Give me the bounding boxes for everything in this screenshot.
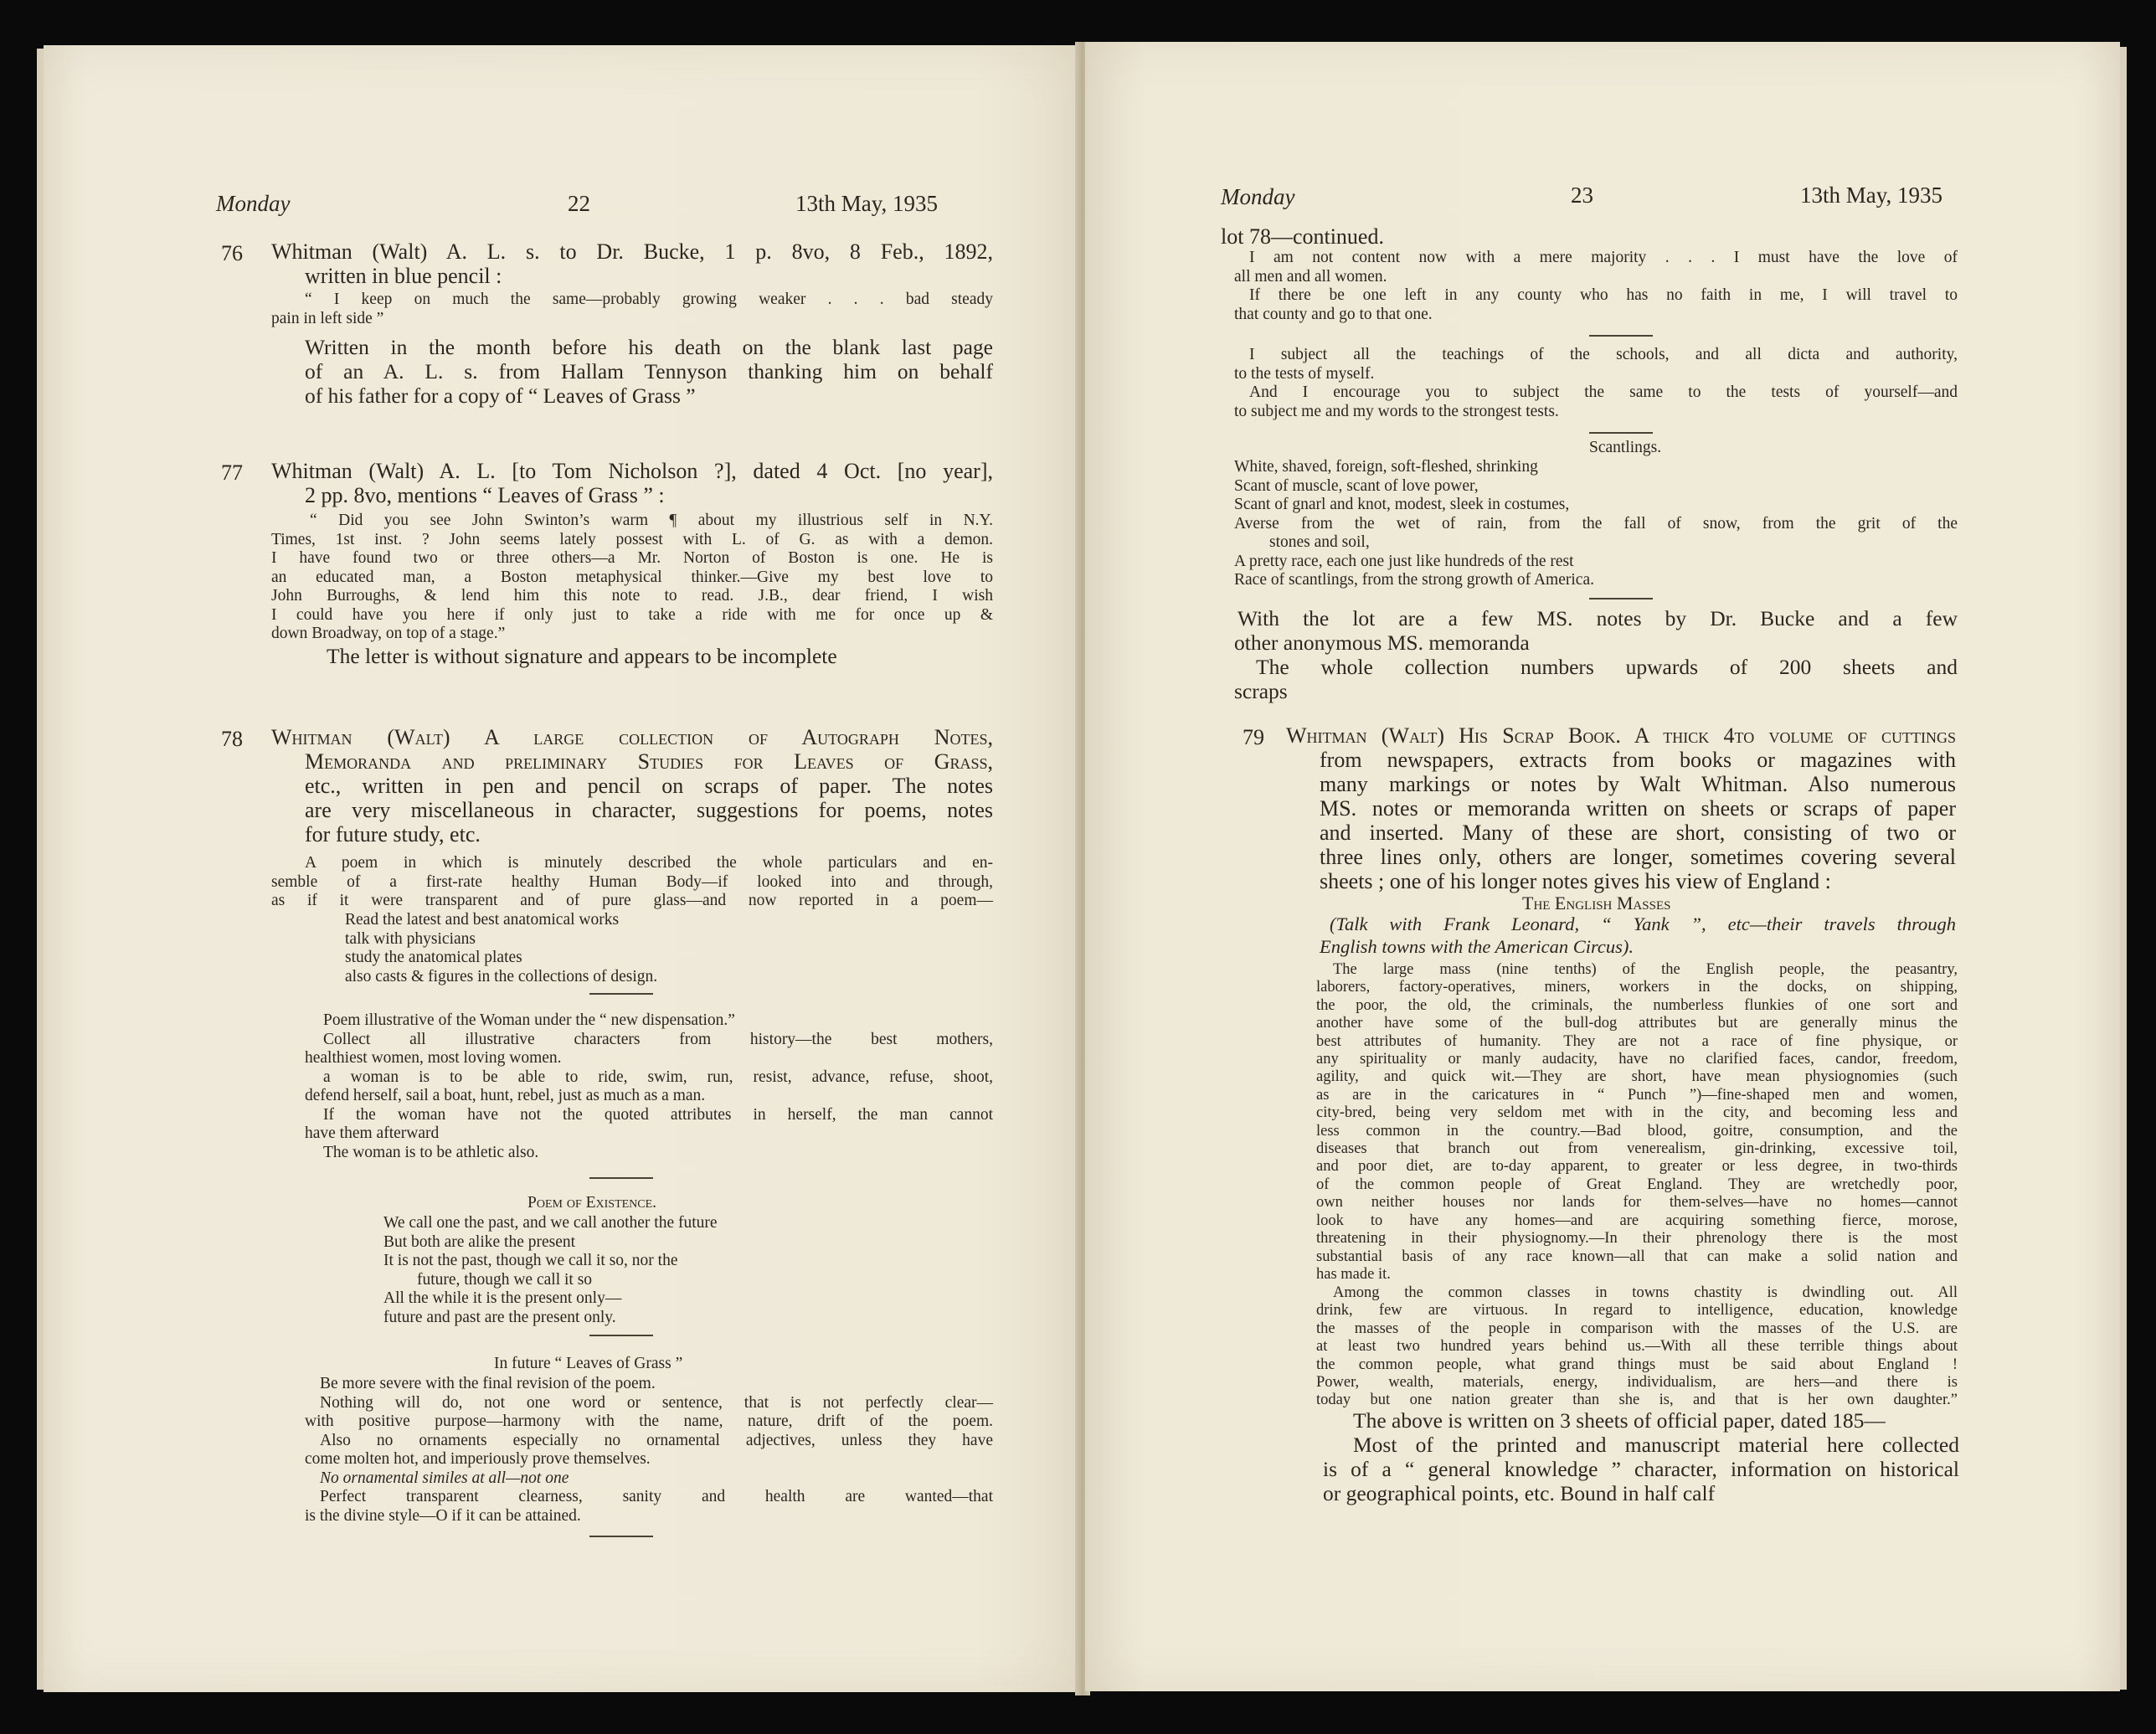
quote-line: down Broadway, on top of a stage.” xyxy=(271,625,506,642)
lot-76-line: Whitman (Walt) A. L. s. to Dr. Bucke, 1 p. 8vo, 8 Feb., 1892, xyxy=(271,239,993,264)
right-page xyxy=(1085,42,2120,1691)
para-line: at least two hundred years behind us.—With all these terrible things about xyxy=(1316,1338,1958,1356)
para-line: a woman is to be able to ride, swim, run, resist, advance, refuse, shoot, xyxy=(323,1068,993,1086)
para-line: And I encourage you to subject the same to the tests of yourself—and xyxy=(1249,383,1958,401)
list-line: Read the latest and best anatomical works xyxy=(345,911,620,929)
lot-76-quote xyxy=(271,291,993,328)
para-line: the common people, what grand things must be said about England ! xyxy=(1316,1356,1958,1373)
poem-line: A pretty race, each one just like hundreds of the rest xyxy=(1234,552,1574,570)
poem-line: future and past are the present only. xyxy=(383,1308,616,1326)
para-line: that county and go to that one. xyxy=(1234,305,1433,323)
lot-77-line: 2 pp. 8vo, mentions “ Leaves of Grass ” : xyxy=(305,483,665,507)
lot-78-continued-heading: lot 78—continued. xyxy=(1221,224,1384,249)
lot-77-note: The letter is without signature and appears to be incomplete xyxy=(327,644,837,668)
future-title: In future “ Leaves of Grass ” xyxy=(494,1355,683,1372)
subtitle-line: English towns with the American Circus). xyxy=(1320,936,1634,957)
poem-line: We call one the past, and we call another the future xyxy=(383,1214,718,1232)
para-line: to subject me and my words to the strongest tests. xyxy=(1234,402,1559,420)
para-line: Be more severe with the final revision of the poem. xyxy=(320,1375,656,1392)
lot-number-78: 78 xyxy=(221,727,243,751)
para-line: the poor, the old, the criminals, the numberless flunkies of one sort and xyxy=(1316,996,1958,1014)
lot-78-line: etc., written in pen and pencil on scraps of paper. The notes xyxy=(305,774,993,798)
lot-79-line: MS. notes or memoranda written on sheets or scraps of paper xyxy=(1320,796,1956,821)
poem-line: But both are alike the present xyxy=(383,1232,576,1251)
quote-line: an educated man, a Boston metaphysical thinker.—Give my best love to xyxy=(271,568,993,586)
para-line: has made it. xyxy=(1316,1265,1391,1283)
right-header-day: Monday xyxy=(1221,184,1295,209)
scantlings-poem xyxy=(1234,458,1958,590)
para-line: today but one nation greater than she is, and that is her own daughter.” xyxy=(1316,1392,1958,1409)
note-line: The whole collection numbers upwards of 200 sheets and xyxy=(1256,655,1958,679)
para-line: agility, and quick wit.—They are short, have mean physiognomies (such xyxy=(1316,1068,1958,1086)
note-line: of an A. L. s. from Hallam Tennyson thanking him on behalf xyxy=(305,359,993,383)
lot-79-line: many markings or notes by Walt Whitman. Also numerous xyxy=(1320,772,1956,796)
lot-79-line: Whitman (Walt) His Scrap Book. A thick 4to volume of cuttings xyxy=(1286,723,1956,748)
para-line: No ornamental similes at all—not one xyxy=(320,1469,569,1487)
lot-78-line: Whitman (Walt) A large collection of Autograph Notes, xyxy=(271,725,993,749)
lot-78-line: for future study, etc. xyxy=(305,822,481,846)
lot-78-para3 xyxy=(305,1375,993,1526)
para-line: city-bred, being very seldom met with in the city, and becoming less and xyxy=(1316,1104,1958,1122)
lot-79-note xyxy=(1323,1408,1959,1505)
lot-76-note xyxy=(305,335,993,408)
divider xyxy=(589,1536,653,1537)
para-line: substantial basis of any race known—all that can make a solid nation and xyxy=(1316,1248,1958,1265)
para-line: I am not content now with a mere majority . . . I must have the love of xyxy=(1249,249,1958,266)
divider xyxy=(1589,335,1653,337)
poem-line: future, though we call it so xyxy=(417,1270,593,1289)
para-line: A poem in which is minutely described the whole particulars and en- xyxy=(305,854,993,872)
divider xyxy=(1589,598,1653,599)
para-line: have them afterward xyxy=(305,1124,440,1142)
quote-line: “ I keep on much the same—probably growing weaker . . . bad steady xyxy=(305,291,993,308)
english-masses-title: The English Masses xyxy=(1522,893,1671,913)
para-line: another have some of the bull-dog attributes but are generally minus the xyxy=(1316,1015,1958,1032)
poem-line: White, shaved, foreign, soft-fleshed, shrinking xyxy=(1234,458,1538,476)
para-line: come molten hot, and imperiously prove themselves. xyxy=(305,1450,651,1468)
lot-77-description xyxy=(271,459,993,507)
para-line: is the divine style—O if it can be attained. xyxy=(305,1506,581,1525)
subtitle-line: (Talk with Frank Leonard, “ Yank ”, etc—their travels through xyxy=(1330,913,1956,934)
note-line: With the lot are a few MS. notes by Dr. Bucke and a few xyxy=(1238,606,1958,630)
poem-title: Poem of Existence. xyxy=(527,1194,657,1212)
para-line: drink, few are virtuous. In regard to intelligence, education, knowledge xyxy=(1316,1302,1958,1320)
note-line: other anonymous MS. memoranda xyxy=(1234,630,1530,655)
para-line: any spirituality or manly audacity, have no clarified faces, candor, freedom, xyxy=(1316,1051,1958,1068)
quote-line: I have found two or three others—a Mr. Norton of Boston is one. He is xyxy=(271,549,993,567)
lot-79-description xyxy=(1286,723,1956,893)
list-line: also casts & figures in the collections of design. xyxy=(345,967,658,985)
para-line: The woman is to be athletic also. xyxy=(323,1143,539,1161)
lot-number-76: 76 xyxy=(221,241,243,265)
para-line: less common in the country.—Bad blood, goitre, consumption, and the xyxy=(1316,1122,1958,1140)
para-line: The large mass (nine tenths) of the English people, the peasantry, xyxy=(1333,961,1958,978)
poem-line: Averse from the wet of rain, from the fall of snow, from the grit of the xyxy=(1234,514,1958,533)
para-line: Collect all illustrative characters from history—the best mothers, xyxy=(323,1030,993,1048)
divider xyxy=(1589,432,1653,434)
para-line: own neither houses nor lands for them-selves—have no homes—cannot xyxy=(1316,1194,1958,1212)
lot-78-list1 xyxy=(345,911,931,986)
quote-line: Times, 1st inst. ? John seems lately possest with L. of G. as with a demon. xyxy=(271,530,993,548)
list-line: talk with physicians xyxy=(345,929,476,948)
lot-77-quote xyxy=(271,512,993,644)
para-line: all men and all women. xyxy=(1234,267,1387,286)
quote-line: pain in left side ” xyxy=(271,309,384,327)
para-line: Also no ornaments especially no ornamental adjectives, unless they have xyxy=(320,1431,993,1449)
para-line: to the tests of myself. xyxy=(1234,364,1375,383)
english-masses-para2 xyxy=(1316,1284,1958,1410)
right-header-date: 13th May, 1935 xyxy=(1800,183,1942,208)
para-line: look to have any homes—and are acquiring something fierce, morose, xyxy=(1316,1212,1958,1229)
para-line: Poem illustrative of the Woman under the “ new dispensation.” xyxy=(323,1011,735,1029)
poem-line: It is not the past, though we call it so, nor the xyxy=(383,1252,678,1269)
lot-79-line: from newspapers, extracts from books or magazines with xyxy=(1320,748,1956,772)
note-line: scraps xyxy=(1234,679,1288,703)
para-line: threatening in their physiognomy.—In their phrenology there is the most xyxy=(1316,1230,1958,1248)
para-line: as are in the caricatures in “ Punch ”)—fine-shaped men and women, xyxy=(1316,1086,1958,1104)
para-line: Nothing will do, not one word or sentence, that is not perfectly clear— xyxy=(320,1393,993,1412)
para-line: with positive purpose—harmony with the name, nature, drift of the poem. xyxy=(305,1412,993,1430)
note-line: Written in the month before his death on the blank last page xyxy=(305,335,993,359)
right-header-page-number: 23 xyxy=(1571,183,1593,208)
poem-line: Scant of muscle, scant of love power, xyxy=(1234,476,1479,495)
note-line: or geographical points, etc. Bound in half calf xyxy=(1323,1481,1716,1505)
poem-line: Race of scantlings, from the strong growth of America. xyxy=(1234,571,1594,589)
para-line: Power, wealth, materials, energy, individualism, are hers—and there is xyxy=(1316,1374,1958,1392)
lot-78-para2 xyxy=(305,1011,993,1162)
para-line: healthiest women, most loving women. xyxy=(305,1049,562,1067)
english-masses-subtitle xyxy=(1320,913,1956,958)
para-line: Among the common classes in towns chastity is dwindling out. All xyxy=(1333,1284,1958,1301)
lot-78-line: are very miscellaneous in character, suggestions for poems, notes xyxy=(305,798,993,822)
poem-line: stones and soil, xyxy=(1269,533,1370,551)
left-header-date: 13th May, 1935 xyxy=(795,191,938,216)
list-line: study the anatomical plates xyxy=(345,949,522,966)
divider xyxy=(589,1335,653,1336)
lot-79-line: sheets ; one of his longer notes gives his view of England : xyxy=(1320,869,1831,893)
poem-of-existence xyxy=(383,1214,970,1327)
para-line: best attributes of humanity. They are not a race of fine physique, or xyxy=(1316,1032,1958,1050)
para-line: as if it were transparent and of pure glass—and now reported in a poem— xyxy=(271,892,993,909)
lot-number-77: 77 xyxy=(221,461,243,485)
note-line: The above is written on 3 sheets of official paper, dated 185— xyxy=(1353,1408,1886,1433)
lot-78-line: Memoranda and preliminary Studies for Leaves of Grass, xyxy=(305,749,993,774)
para-line: If the woman have not the quoted attributes in herself, the man cannot xyxy=(323,1105,993,1124)
scantlings-title: Scantlings. xyxy=(1589,439,1662,456)
note-line: is of a “ general knowledge ” character, information on historical xyxy=(1323,1457,1959,1481)
quote-line: John Burroughs, & lend him this note to read. J.B., dear friend, I wish xyxy=(271,587,993,605)
left-page xyxy=(44,45,1080,1692)
para-line: I subject all the teachings of the schools, and all dicta and authority, xyxy=(1249,346,1958,363)
cont-para2 xyxy=(1234,346,1958,421)
para-line: diseases that branch out from venerealism, gin-drinking, excessive toil, xyxy=(1316,1140,1958,1158)
para-line: laborers, factory-operatives, miners, workers in the docks, on shipping, xyxy=(1316,979,1958,996)
lot-78-para1 xyxy=(271,854,993,911)
lot-79-line: and inserted. Many of these are short, consisting of two or xyxy=(1320,821,1956,845)
quote-line: “ Did you see John Swinton’s warm ¶ about my illustrious self in N.Y. xyxy=(310,512,993,529)
para-line: defend herself, sail a boat, hunt, rebel, just as much as a man. xyxy=(305,1087,706,1104)
para-line: of the common people of Great England. They are wretchedly poor, xyxy=(1316,1176,1958,1193)
lot-number-79: 79 xyxy=(1243,725,1264,749)
para-line: the masses of the people in comparison with the masses of the U.S. are xyxy=(1316,1320,1958,1337)
poem-line: Scant of gnarl and knot, modest, sleek in costumes, xyxy=(1234,496,1570,513)
cont-para1 xyxy=(1234,249,1958,324)
left-header-day: Monday xyxy=(216,191,291,216)
english-masses-para1 xyxy=(1316,961,1958,1284)
poem-line: All the while it is the present only— xyxy=(383,1289,622,1307)
divider xyxy=(589,1177,653,1179)
para-line: If there be one left in any county who has no faith in me, I will travel to xyxy=(1249,286,1958,304)
lot-78-description xyxy=(271,725,993,846)
quote-line: I could have you here if only just to take a ride with me for once up & xyxy=(271,605,993,624)
lot-76-description xyxy=(271,239,993,288)
lot-77-line: Whitman (Walt) A. L. [to Tom Nicholson ?], dated 4 Oct. [no year], xyxy=(271,459,993,483)
note-line: Most of the printed and manuscript material here collected xyxy=(1353,1433,1959,1457)
left-header-page-number: 22 xyxy=(568,191,590,216)
note-line: of his father for a copy of “ Leaves of Grass ” xyxy=(305,383,696,408)
para-line: semble of a first-rate healthy Human Body—if looked into and through, xyxy=(271,872,993,891)
lot-79-line: three lines only, others are longer, sometimes covering several xyxy=(1320,845,1956,869)
divider xyxy=(589,993,653,995)
para-line: and poor diet, are to-day apparent, to greater or less degree, in two-thirds xyxy=(1316,1158,1958,1176)
lot-78-closing-note xyxy=(1234,606,1958,703)
para-line: Perfect transparent clearness, sanity and health are wanted—that xyxy=(320,1488,993,1505)
lot-76-line: written in blue pencil : xyxy=(305,264,502,288)
